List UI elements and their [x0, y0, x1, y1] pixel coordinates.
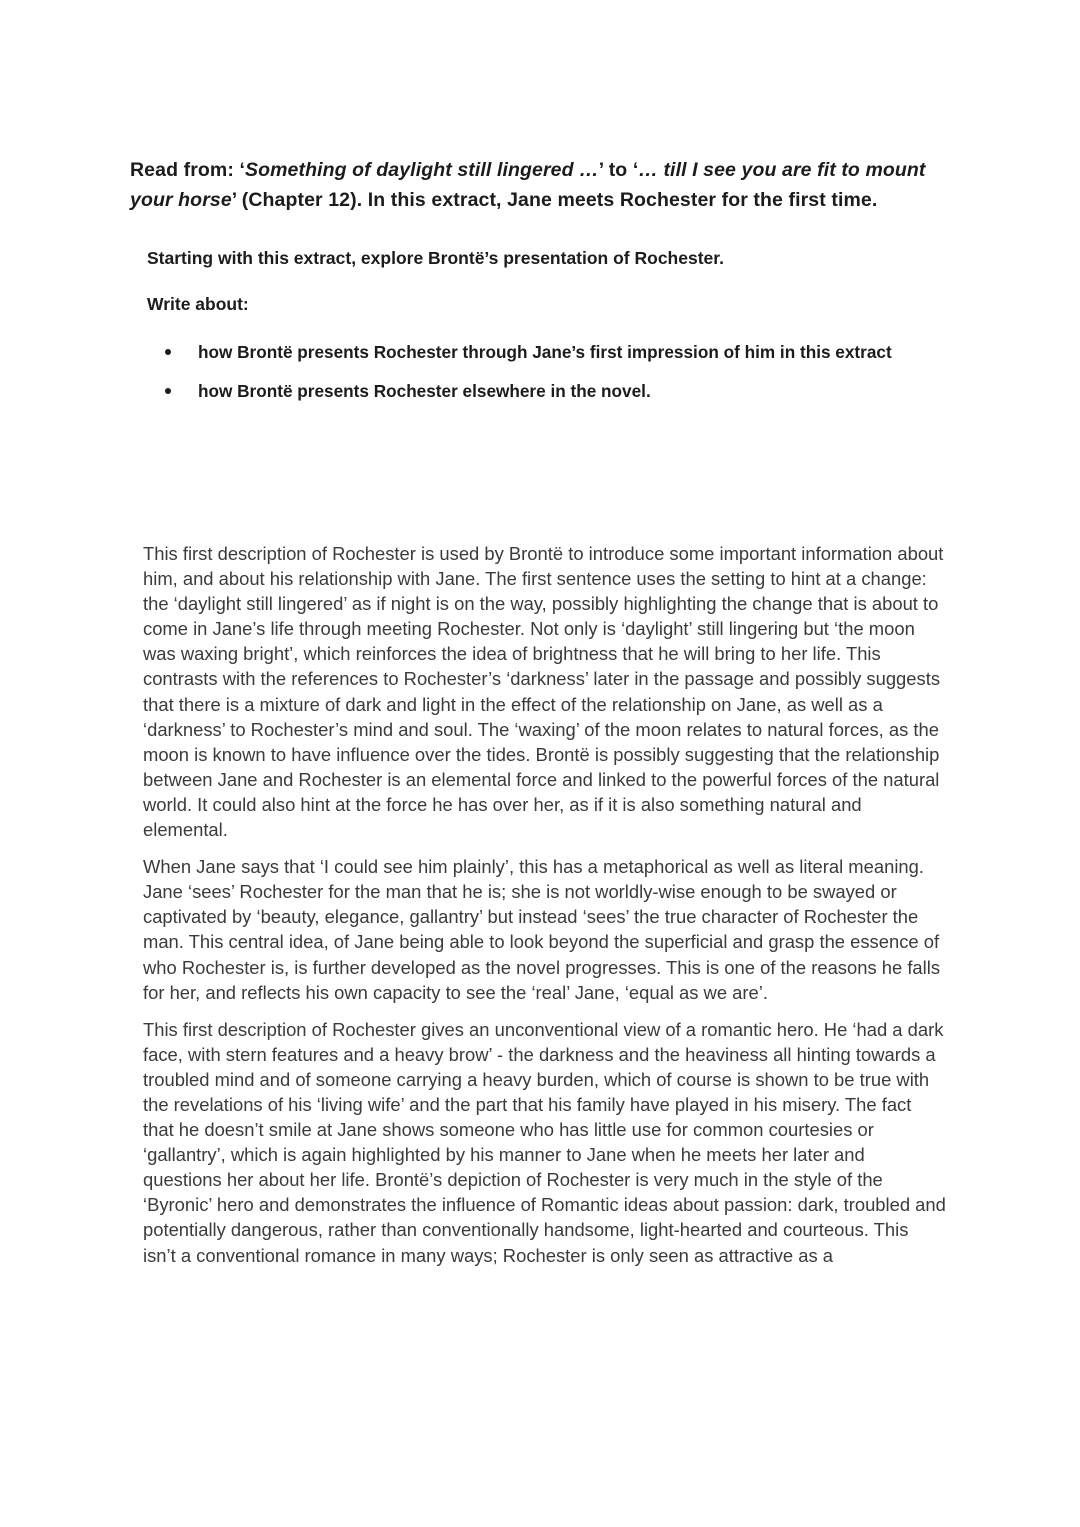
extract-quote-close-1: ’ [598, 159, 604, 181]
essay-paragraph-3: This first description of Rochester gives an unconventional view of a romantic hero. He ‘had a dark face, with stern features and a heavy brow’ - the darkness and the heaviness all hinting towards a troubled mind and of someone carrying a heavy burden, which of course is shown to be true with the revelations of his ‘living wife’ and the part that his family have played in his misery. The fact that he doesn’t smile at Jane shows someone who has little use for common courtesies or ‘gallantry’, which is again highlighted by his manner to Jane when he meets her later and questions her about her life. Brontë’s depiction of Rochester is very much in the style of the ‘Byronic’ hero and demonstrates the influence of Romantic ideas about passion: dark, troubled and potentially dangerous, rather than conventionally handsome, light-hearted and courteous. This isn’t a conventional romance in many ways; Rochester is only seen as attractive as a [143, 1018, 946, 1266]
extract-quote-open-2: ‘ [632, 159, 639, 181]
list-item [130, 340, 948, 365]
extract-start-quote: Something of daylight still lingered … [244, 159, 599, 181]
bullet-text: how Brontë presents Rochester elsewhere in the novel. [198, 381, 651, 401]
extract-quote-close-2: ’ [231, 189, 237, 211]
read-from-label: Read from: [130, 159, 240, 181]
essay-answer-body [143, 541, 946, 1268]
bullet-text: how Brontë presents Rochester through Jane’s first impression of him in this extract [198, 342, 892, 362]
instruction-line-2: Write about: [147, 294, 249, 314]
task-heading [130, 155, 948, 215]
bullet-dot-icon [165, 349, 171, 355]
chapter-context: (Chapter 12). In this extract, Jane meets Rochester for the first time. [236, 189, 878, 211]
extract-connector: to [603, 159, 633, 181]
exam-question-block [130, 155, 948, 418]
essay-paragraph-1: This first description of Rochester is used by Brontë to introduce some important information about him, and about his relationship with Jane. The first sentence uses the setting to hint at a change: the ‘daylight still lingered’ as if night is on the way, possibly highlighting the change that is about to come in Jane’s life through meeting Rochester. Not only is ‘daylight’ still lingering but ‘the moon was waxing bright’, which reinforces the idea of brightness that he will bring to her life. This contrasts with the references to Rochester’s ‘darkness’ later in the passage and possibly suggests that there is a mixture of dark and light in the effect of the relationship on Jane, as well as a ‘darkness’ to Rochester’s mind and soul. The ‘waxing’ of the moon relates to natural forces, as the moon is known to have influence over the tides. Brontë is possibly suggesting that the relationship between Jane and Rochester is an elemental force and linked to the powerful forces of the natural world. It could also hint at the force he has over her, as if it is also something natural and elemental. [143, 543, 944, 841]
extract-end-quote: … till I see you are fit to mount your horse [130, 159, 926, 211]
list-item [130, 379, 948, 404]
write-about-bullet-list [130, 340, 948, 404]
instruction-line-1: Starting with this extract, explore Brontë’s presentation of Rochester. [147, 248, 724, 268]
essay-paragraph-2: When Jane says that ‘I could see him plainly’, this has a metaphorical as well as literal meaning. Jane ‘sees’ Rochester for the man that he is; she is not worldly-wise enough to be swayed or captivated by ‘beauty, elegance, gallantry’ but instead ‘sees’ the true character of Rochester the man. This central idea, of Jane being able to look beyond the superficial and grasp the essence of who Rochester is, is further developed as the novel progresses. This is one of the reasons he falls for her, and reflects his own capacity to see the ‘real’ Jane, ‘equal as we are’. [143, 856, 941, 1003]
bullet-dot-icon [165, 388, 171, 394]
extract-quote-open-1: ‘ [239, 159, 245, 181]
